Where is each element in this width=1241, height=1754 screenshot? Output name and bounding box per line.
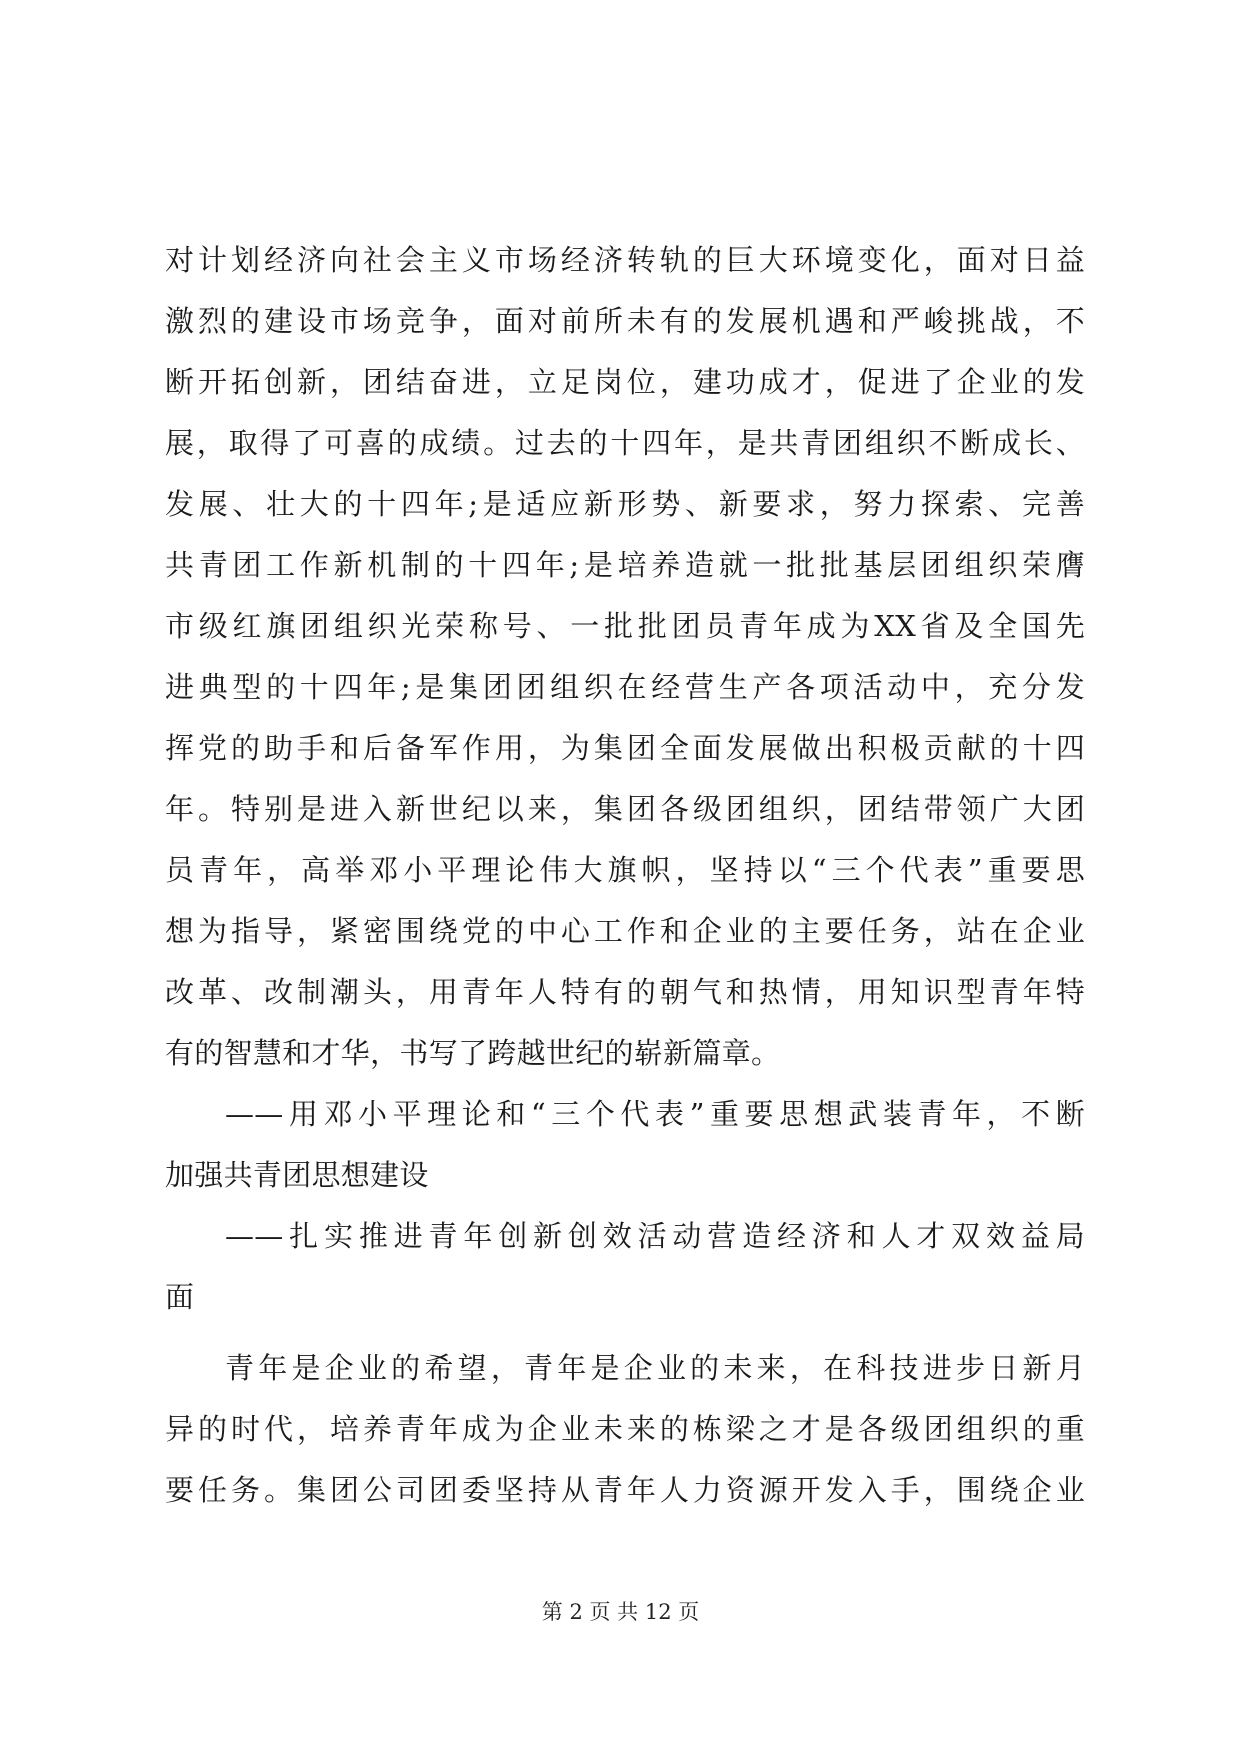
body-line: 年。特别是进入新世纪以来，集团各级团组织，团结带领广大团 bbox=[165, 792, 1085, 826]
body-line: 进典型的十四年;是集团团组织在经营生产各项活动中，充分发 bbox=[165, 670, 1085, 704]
section-heading-1: ——用邓小平理论和“三个代表”重要思想武装青年，不断 bbox=[225, 1097, 1085, 1131]
body-line: 市级红旗团组织光荣称号、一批批团员青年成为XX省及全国先 bbox=[165, 609, 1085, 643]
body-line: 断开拓创新，团结奋进，立足岗位，建功成才，促进了企业的发 bbox=[165, 365, 1085, 399]
body-line: 发展、壮大的十四年;是适应新形势、新要求，努力探索、完善 bbox=[165, 487, 1085, 521]
body-line: 有的智慧和才华，书写了跨越世纪的崭新篇章。 bbox=[165, 1036, 781, 1070]
paragraph-line: 异的时代，培养青年成为企业未来的栋梁之才是各级团组织的重 bbox=[165, 1412, 1085, 1446]
paragraph-line: 青年是企业的希望，青年是企业的未来，在科技进步日新月 bbox=[225, 1351, 1085, 1385]
document-body bbox=[165, 230, 1085, 1521]
section-heading-1-continued: 加强共青团思想建设 bbox=[165, 1158, 429, 1192]
section-heading-2: ——扎实推进青年创新创效活动营造经济和人才双效益局 bbox=[225, 1219, 1085, 1253]
page-number-footer: 第 2 页 共 12 页 bbox=[541, 1600, 700, 1624]
body-line: 想为指导，紧密围绕党的中心工作和企业的主要任务，站在企业 bbox=[165, 914, 1085, 948]
body-line: 激烈的建设市场竞争，面对前所未有的发展机遇和严峻挑战，不 bbox=[165, 304, 1085, 338]
body-line: 挥党的助手和后备军作用，为集团全面发展做出积极贡献的十四 bbox=[165, 731, 1085, 765]
body-line: 员青年，高举邓小平理论伟大旗帜，坚持以“三个代表”重要思 bbox=[165, 853, 1085, 887]
body-line: 对计划经济向社会主义市场经济转轨的巨大环境变化，面对日益 bbox=[165, 243, 1085, 277]
paragraph-line: 要任务。集团公司团委坚持从青年人力资源开发入手，围绕企业 bbox=[165, 1473, 1085, 1507]
body-line: 共青团工作新机制的十四年;是培养造就一批批基层团组织荣膺 bbox=[165, 548, 1085, 582]
body-line: 展，取得了可喜的成绩。过去的十四年，是共青团组织不断成长、 bbox=[165, 426, 1085, 460]
section-heading-2-continued: 面 bbox=[165, 1280, 195, 1314]
body-line: 改革、改制潮头，用青年人特有的朝气和热情，用知识型青年特 bbox=[165, 975, 1085, 1009]
